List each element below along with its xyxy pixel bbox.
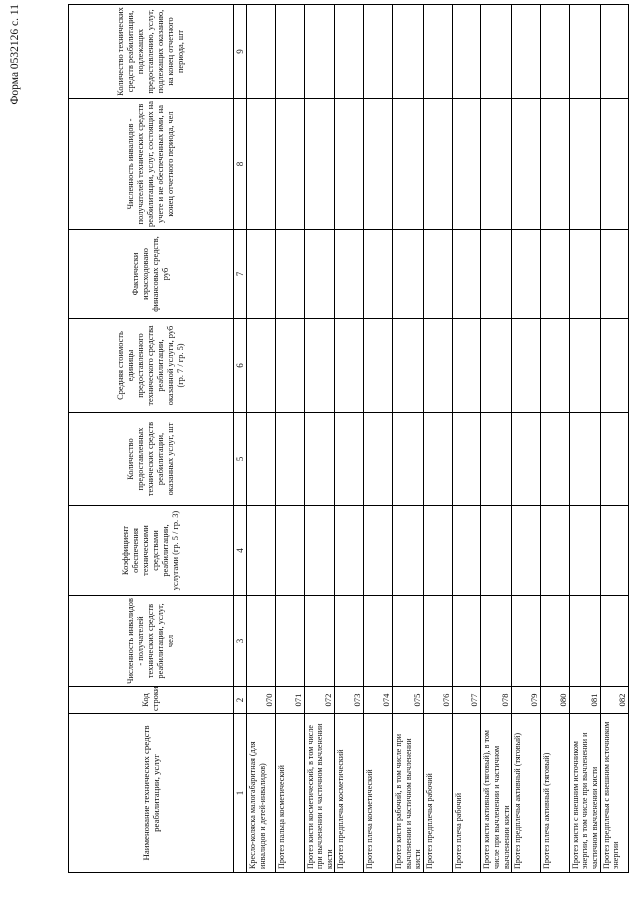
col-header-code: Код строки <box>69 687 234 714</box>
empty-cell-col-8[interactable] <box>247 99 276 230</box>
empty-cell-col-9[interactable] <box>335 5 364 99</box>
empty-cell-col-4[interactable] <box>275 506 304 596</box>
table-row <box>304 5 335 873</box>
empty-cell-col-9[interactable] <box>452 5 481 99</box>
col-header-avg-cost: Средняя стоимость единицы предоставленного технического средства реабилитации, оказанной услуги, руб (гр. 7 / гр. 5) <box>69 319 234 413</box>
empty-cell-col-6[interactable] <box>569 319 600 413</box>
column-number: 1 <box>234 714 247 873</box>
empty-cell-col-5[interactable] <box>481 413 512 506</box>
empty-cell-col-6[interactable] <box>481 319 512 413</box>
empty-cell-col-8[interactable] <box>335 99 364 230</box>
empty-cell-col-8[interactable] <box>512 99 541 230</box>
empty-cell-col-6[interactable] <box>364 319 393 413</box>
column-number: 3 <box>234 596 247 687</box>
empty-cell-col-4[interactable] <box>452 506 481 596</box>
empty-cell-col-6[interactable] <box>335 319 364 413</box>
form-number-label: Форма 0532126 с. 11 <box>9 4 21 105</box>
column-number: 5 <box>234 413 247 506</box>
table-row <box>364 5 393 873</box>
row-name: Протез плеча косметический <box>364 714 393 873</box>
empty-cell-col-7[interactable] <box>540 230 569 319</box>
table-row <box>452 5 481 873</box>
empty-cell-col-8[interactable] <box>275 99 304 230</box>
col-header-recipients: Численность инвалидов - получателей технических средств реабилитации, услуг, чел <box>69 596 234 687</box>
empty-cell-col-5[interactable] <box>304 413 335 506</box>
header-row <box>69 5 234 873</box>
table-row <box>540 5 569 873</box>
empty-cell-col-5[interactable] <box>452 413 481 506</box>
empty-cell-col-3[interactable] <box>304 596 335 687</box>
empty-cell-col-7[interactable] <box>304 230 335 319</box>
empty-cell-col-8[interactable] <box>452 99 481 230</box>
empty-cell-col-4[interactable] <box>569 506 600 596</box>
col-header-spent: Фактически израсходовано финансовых средств, руб <box>69 230 234 319</box>
empty-cell-col-5[interactable] <box>423 413 452 506</box>
empty-cell-col-7[interactable] <box>481 230 512 319</box>
row-code: 072 <box>304 687 335 714</box>
empty-cell-col-7[interactable] <box>423 230 452 319</box>
empty-cell-col-6[interactable] <box>275 319 304 413</box>
column-number: 2 <box>234 687 247 714</box>
table-body <box>247 5 629 873</box>
empty-cell-col-5[interactable] <box>600 413 629 506</box>
row-name: Протез кисти косметический, в том числе при вычленении и частичном вычленении кисти <box>304 714 335 873</box>
empty-cell-col-3[interactable] <box>423 596 452 687</box>
col-header-coefficient: Коэффициент обеспечения техническими средствами реабилитации, услугами (гр. 5 / гр. 3) <box>69 506 234 596</box>
empty-cell-col-9[interactable] <box>481 5 512 99</box>
row-code: 074 <box>364 687 393 714</box>
table-row <box>392 5 423 873</box>
empty-cell-col-7[interactable] <box>392 230 423 319</box>
empty-cell-col-5[interactable] <box>569 413 600 506</box>
empty-cell-col-3[interactable] <box>481 596 512 687</box>
table-row <box>275 5 304 873</box>
row-name: Протез плеча рабочий <box>452 714 481 873</box>
col-header-quantity: Количество предоставленных технических средств реабилитации, оказанных услуг, шт <box>69 413 234 506</box>
row-name: Кресло-коляска малогабаритная (для инвалидов и детей-инвалидов) <box>247 714 276 873</box>
empty-cell-col-7[interactable] <box>364 230 393 319</box>
empty-cell-col-6[interactable] <box>512 319 541 413</box>
row-name: Протез кисти рабочий, в том числе при вычленении и частичном вычленении кисти <box>392 714 423 873</box>
empty-cell-col-3[interactable] <box>540 596 569 687</box>
row-name: Протез предплечья косметический <box>335 714 364 873</box>
empty-cell-col-7[interactable] <box>452 230 481 319</box>
row-code: 077 <box>452 687 481 714</box>
empty-cell-col-8[interactable] <box>569 99 600 230</box>
empty-cell-col-6[interactable] <box>423 319 452 413</box>
empty-cell-col-7[interactable] <box>335 230 364 319</box>
empty-cell-col-9[interactable] <box>364 5 393 99</box>
row-name: Протез кисти с внешним источником энергии, в том числе при вычленении и частичном вычленении кисти <box>569 714 600 873</box>
row-code: 082 <box>600 687 629 714</box>
empty-cell-col-5[interactable] <box>392 413 423 506</box>
column-number: 9 <box>234 5 247 99</box>
empty-cell-col-3[interactable] <box>247 596 276 687</box>
empty-cell-col-7[interactable] <box>512 230 541 319</box>
empty-cell-col-3[interactable] <box>569 596 600 687</box>
row-code: 076 <box>423 687 452 714</box>
col-header-to-provide: Количество технических средств реабилитации, подлежащих предоставлению, услуг, подлежащих оказанию, на конец отчетного периода, шт <box>69 5 234 99</box>
row-code: 075 <box>392 687 423 714</box>
empty-cell-col-9[interactable] <box>512 5 541 99</box>
empty-cell-col-6[interactable] <box>600 319 629 413</box>
empty-cell-col-8[interactable] <box>423 99 452 230</box>
empty-cell-col-5[interactable] <box>512 413 541 506</box>
rehab-means-table <box>68 4 629 873</box>
empty-cell-col-5[interactable] <box>275 413 304 506</box>
column-number: 4 <box>234 506 247 596</box>
empty-cell-col-8[interactable] <box>600 99 629 230</box>
empty-cell-col-3[interactable] <box>275 596 304 687</box>
row-code: 078 <box>481 687 512 714</box>
empty-cell-col-8[interactable] <box>364 99 393 230</box>
row-code: 081 <box>569 687 600 714</box>
empty-cell-col-6[interactable] <box>247 319 276 413</box>
column-number-row <box>234 5 247 873</box>
empty-cell-col-4[interactable] <box>423 506 452 596</box>
row-name: Протез кисти активный (тяговый), в том числе при вычленении и частичном вычленении кисти <box>481 714 512 873</box>
table-row <box>423 5 452 873</box>
empty-cell-col-5[interactable] <box>540 413 569 506</box>
row-name: Протез плеча активный (тяговый) <box>540 714 569 873</box>
empty-cell-col-3[interactable] <box>600 596 629 687</box>
empty-cell-col-9[interactable] <box>423 5 452 99</box>
empty-cell-col-9[interactable] <box>247 5 276 99</box>
row-name: Протез предплечья рабочий <box>423 714 452 873</box>
empty-cell-col-7[interactable] <box>275 230 304 319</box>
empty-cell-col-4[interactable] <box>512 506 541 596</box>
empty-cell-col-7[interactable] <box>569 230 600 319</box>
empty-cell-col-4[interactable] <box>600 506 629 596</box>
empty-cell-col-9[interactable] <box>569 5 600 99</box>
empty-cell-col-9[interactable] <box>600 5 629 99</box>
empty-cell-col-3[interactable] <box>392 596 423 687</box>
empty-cell-col-9[interactable] <box>275 5 304 99</box>
empty-cell-col-5[interactable] <box>364 413 393 506</box>
row-code: 071 <box>275 687 304 714</box>
empty-cell-col-4[interactable] <box>247 506 276 596</box>
empty-cell-col-3[interactable] <box>512 596 541 687</box>
row-name: Протез предплечья с внешним источником энергии <box>600 714 629 873</box>
empty-cell-col-3[interactable] <box>364 596 393 687</box>
empty-cell-col-6[interactable] <box>540 319 569 413</box>
table-row <box>600 5 629 873</box>
column-number: 7 <box>234 230 247 319</box>
table-row <box>481 5 512 873</box>
empty-cell-col-8[interactable] <box>540 99 569 230</box>
empty-cell-col-7[interactable] <box>600 230 629 319</box>
empty-cell-col-5[interactable] <box>247 413 276 506</box>
empty-cell-col-6[interactable] <box>452 319 481 413</box>
col-header-name: Наименование технических средств реабилитации, услуг <box>69 714 234 873</box>
row-name: Протез предплечья активный (тяговый) <box>512 714 541 873</box>
row-name: Протез пальца косметический <box>275 714 304 873</box>
table-row <box>335 5 364 873</box>
empty-cell-col-6[interactable] <box>304 319 335 413</box>
empty-cell-col-4[interactable] <box>540 506 569 596</box>
table-row <box>247 5 276 873</box>
empty-cell-col-8[interactable] <box>392 99 423 230</box>
empty-cell-col-7[interactable] <box>247 230 276 319</box>
empty-cell-col-8[interactable] <box>304 99 335 230</box>
empty-cell-col-9[interactable] <box>540 5 569 99</box>
empty-cell-col-5[interactable] <box>335 413 364 506</box>
empty-cell-col-9[interactable] <box>392 5 423 99</box>
table-row <box>569 5 600 873</box>
empty-cell-col-4[interactable] <box>481 506 512 596</box>
empty-cell-col-4[interactable] <box>304 506 335 596</box>
empty-cell-col-4[interactable] <box>364 506 393 596</box>
empty-cell-col-4[interactable] <box>335 506 364 596</box>
empty-cell-col-8[interactable] <box>481 99 512 230</box>
empty-cell-col-4[interactable] <box>392 506 423 596</box>
empty-cell-col-6[interactable] <box>392 319 423 413</box>
column-number: 8 <box>234 99 247 230</box>
table-row <box>512 5 541 873</box>
row-code: 079 <box>512 687 541 714</box>
empty-cell-col-3[interactable] <box>452 596 481 687</box>
col-header-unprovided: Численность инвалидов - получателей технических средств реабилитации, услуг, состоящих на учете и не обеспеченных ими, на конец отчетного периода, чел <box>69 99 234 230</box>
row-code: 070 <box>247 687 276 714</box>
row-code: 073 <box>335 687 364 714</box>
empty-cell-col-9[interactable] <box>304 5 335 99</box>
empty-cell-col-3[interactable] <box>335 596 364 687</box>
column-number: 6 <box>234 319 247 413</box>
row-code: 080 <box>540 687 569 714</box>
